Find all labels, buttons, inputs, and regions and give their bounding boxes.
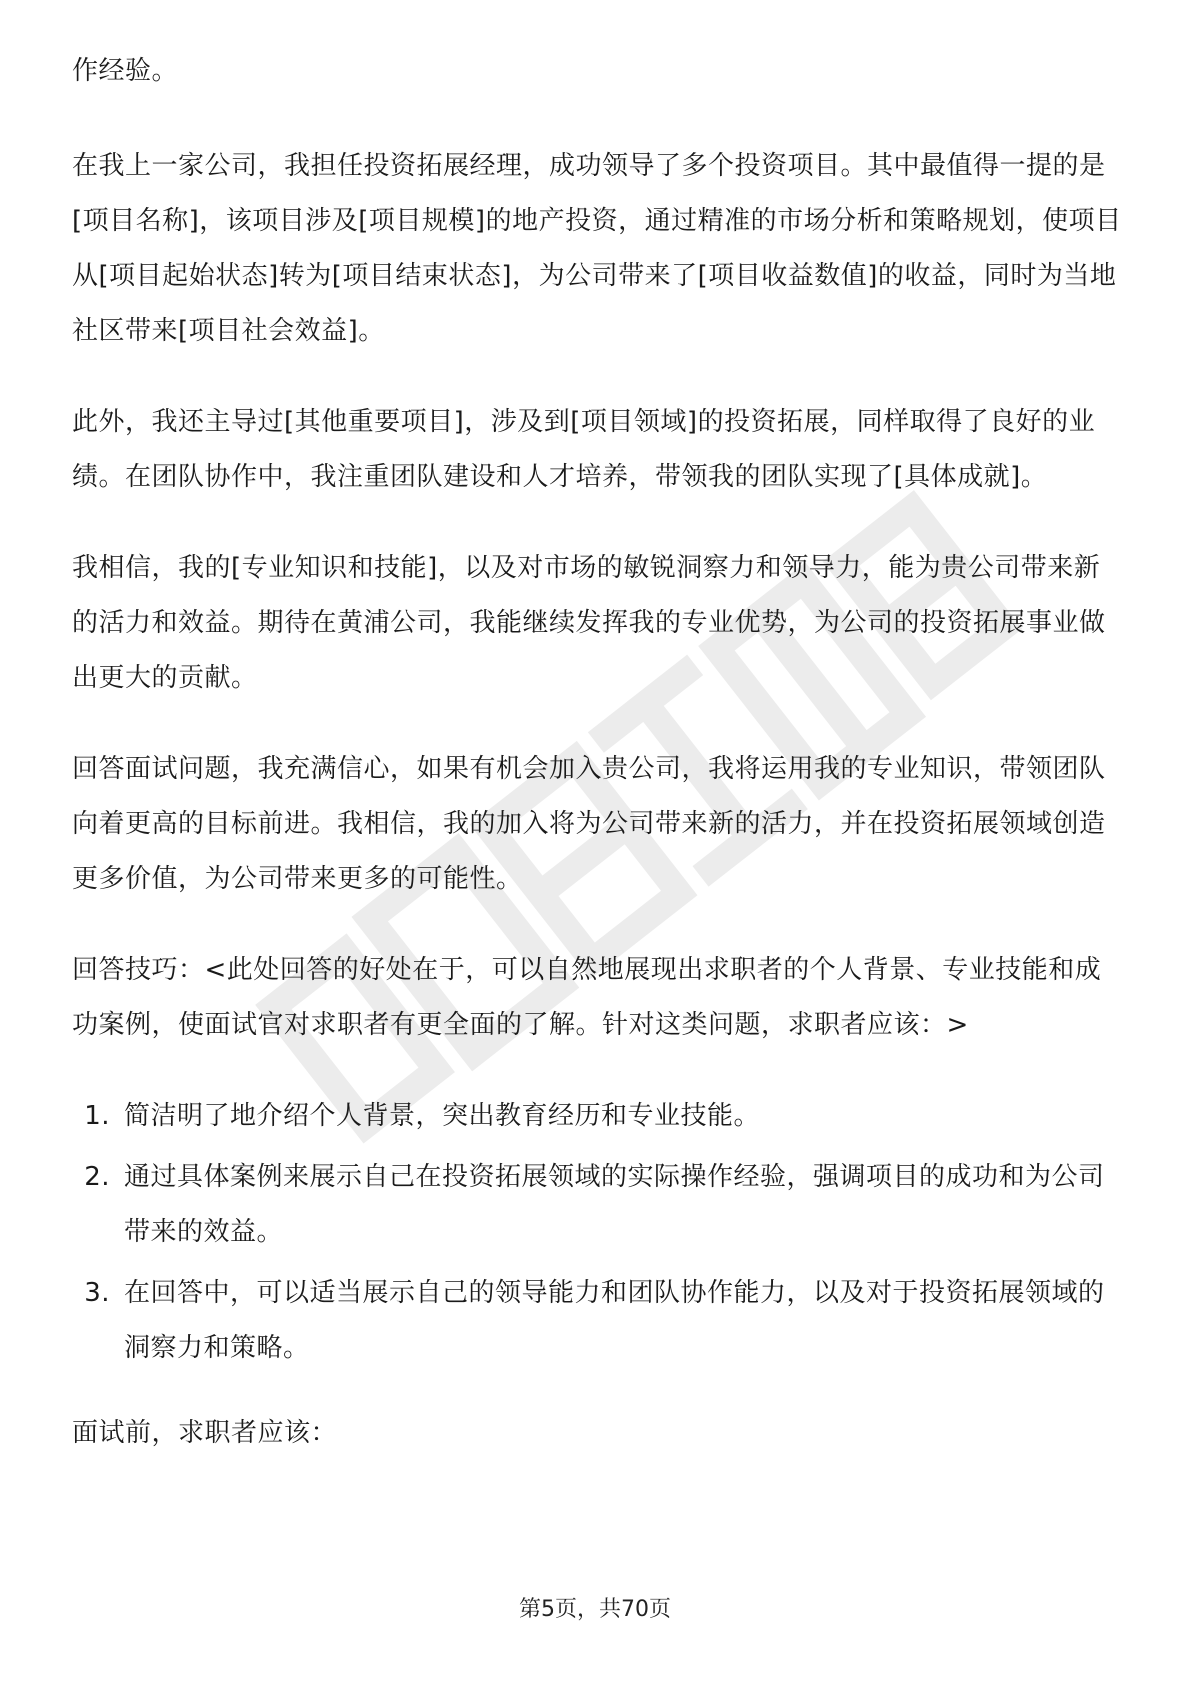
list-item-number: 1. xyxy=(84,1101,110,1131)
list-item-number: 3. xyxy=(84,1278,110,1308)
paragraph-closing: 面试前，求职者应该： xyxy=(72,1418,338,1448)
paragraph-other-projects: 此外，我还主导过[其他重要项目]，涉及到[项目领域]的投资拓展，同样取得了良好的业绩。在团队协作中，我注重团队建设和人才培养，带领我的团队实现了[具体成就]。 xyxy=(72,407,1096,492)
tips-list xyxy=(72,1089,1122,1376)
document-body xyxy=(72,44,1122,1497)
list-item-number: 2. xyxy=(84,1162,110,1192)
paragraph-continuation: 作经验。 xyxy=(72,56,179,86)
paragraph-previous-role: 在我上一家公司，我担任投资拓展经理，成功领导了多个投资项目。其中最值得一提的是[项目名称]，该项目涉及[项目规模]的地产投资，通过精准的市场分析和策略规划，使项目从[项目起始状态]转为[项目结束状态]，为公司带来了[项目收益数值]的收益，同时为当地社区带来[项目社会效益]。 xyxy=(72,151,1122,346)
list-item xyxy=(72,1089,1122,1144)
list-item-text: 简洁明了地介绍个人背景，突出教育经历和专业技能。 xyxy=(124,1101,761,1131)
paragraph-answer-tips: 回答技巧：<此处回答的好处在于，可以自然地展现出求职者的个人背景、专业技能和成功案例，使面试官对求职者有更全面的了解。针对这类问题，求职者应该：> xyxy=(72,955,1102,1040)
list-item-text: 通过具体案例来展示自己在投资拓展领域的实际操作经验，强调项目的成功和为公司带来的效益。 xyxy=(124,1162,1105,1247)
paragraph-belief: 我相信，我的[专业知识和技能]，以及对市场的敏锐洞察力和领导力，能为贵公司带来新的活力和效益。期待在黄浦公司，我能继续发挥我的专业优势，为公司的投资拓展事业做出更大的贡献。 xyxy=(72,553,1106,693)
list-item xyxy=(72,1266,1122,1376)
list-item xyxy=(72,1150,1122,1260)
paragraph-confidence: 回答面试问题，我充满信心，如果有机会加入贵公司，我将运用我的专业知识，带领团队向着更高的目标前进。我相信，我的加入将为公司带来新的活力，并在投资拓展领域创造更多价值，为公司带来更多的可能性。 xyxy=(72,754,1106,894)
list-item-text: 在回答中，可以适当展示自己的领导能力和团队协作能力，以及对于投资拓展领域的洞察力和策略。 xyxy=(124,1278,1105,1363)
page-number-footer: 第5页，共70页 xyxy=(519,1597,671,1622)
